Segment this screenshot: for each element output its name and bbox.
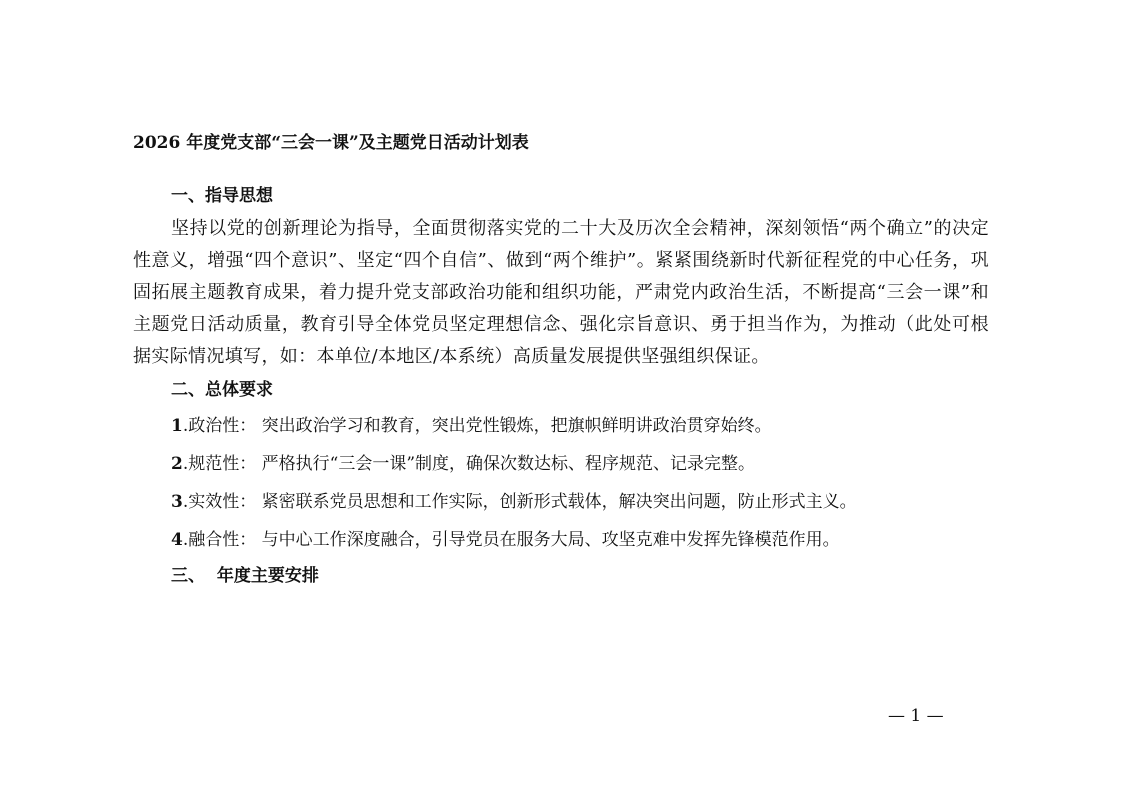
requirement-text: 紧密联系党员思想和工作实际，创新形式载体，解决突出问题，防止形式主义。 (261, 492, 857, 512)
requirement-text: 与中心工作深度融合，引导党员在服务大局、攻坚克难中发挥先锋模范作用。 (261, 530, 840, 550)
section-heading-guiding: 一、指导思想 (171, 186, 273, 206)
document-body (133, 128, 989, 593)
requirement-item-1 (133, 407, 989, 445)
requirement-number: 2 (171, 454, 183, 474)
requirement-item-3 (133, 483, 989, 521)
requirement-text: 严格执行“三会一课”制度，确保次数达标、程序规范、记录完整。 (261, 454, 756, 474)
requirement-number: 3 (171, 492, 183, 512)
document-title: 2026 年度党支部“三会一课”及主题党日活动计划表 (133, 133, 529, 153)
section-heading-arrangement: 三、 年度主要安排 (171, 566, 319, 586)
requirement-label: .融合性： (182, 530, 257, 550)
page-number: — 1 — (888, 706, 944, 726)
requirement-number: 4 (171, 530, 183, 550)
requirement-number: 1 (171, 416, 183, 436)
requirement-label: .规范性： (182, 454, 257, 474)
requirement-item-4 (133, 521, 989, 559)
guiding-paragraph: 坚持以党的创新理论为指导，全面贯彻落实党的二十大及历次全会精神，深刻领悟“两个确立”的决定性意义，增强“四个意识”、坚定“四个自信”、做到“两个维护”。紧紧围绕新时代新征程党的中心任务，巩固拓展主题教育成果，着力提升党支部政治功能和组织功能，严肃党内政治生活，不断提高“三会一课”和主题党日活动质量，教育引导全体党员坚定理想信念、强化宗旨意识、勇于担当作为，为推动（此处可根据实际情况填写，如：本单位/本地区/本系统）高质量发展提供坚强组织保证。 (133, 218, 989, 367)
requirement-item-2 (133, 445, 989, 483)
section-heading-requirements: 二、总体要求 (171, 380, 273, 400)
requirement-label: .实效性： (182, 492, 257, 512)
requirement-label: .政治性： (182, 416, 257, 436)
requirement-text: 突出政治学习和教育，突出党性锻炼，把旗帜鲜明讲政治贯穿始终。 (261, 416, 772, 436)
